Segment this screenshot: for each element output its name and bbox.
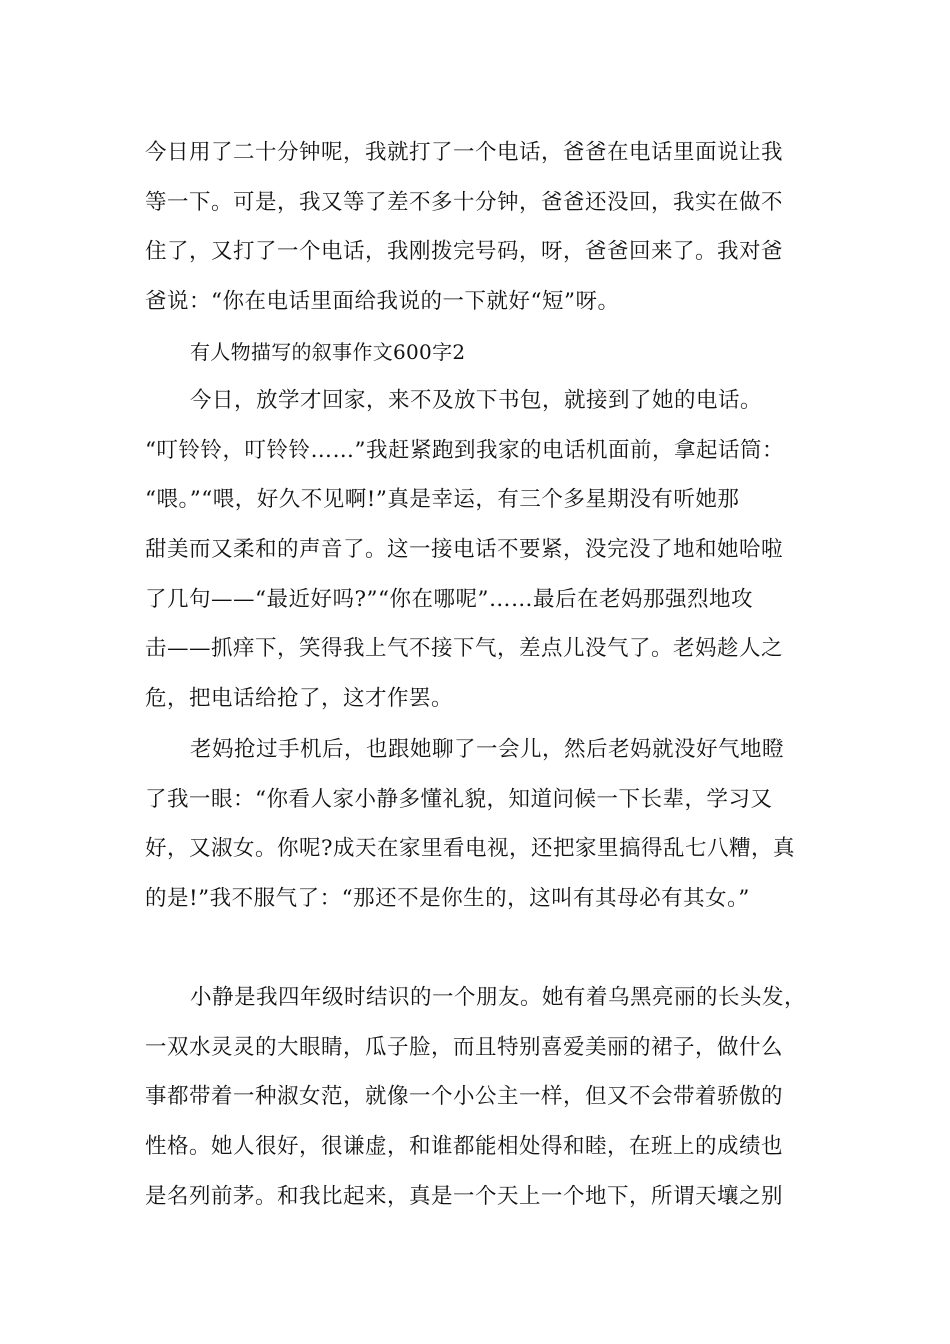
paragraph-4-line-1: 小静是我四年级时结识的一个朋友。她有着乌黑亮丽的长头发，: [190, 985, 807, 1010]
paragraph-4-line-4: 性格。她人很好，很谦虚，和谁都能相处得和睦，在班上的成绩也: [145, 1134, 784, 1159]
paragraph-4-line-2: 一双水灵灵的大眼睛，瓜子脸，而且特别喜爱美丽的裙子，做什么: [145, 1035, 784, 1060]
paragraph-3-line-2: 了我一眼：“你看人家小静多懂礼貌，知道问候一下长辈，学习又: [145, 787, 773, 812]
paragraph-2-line-2: “叮铃铃，叮铃铃……”我赶紧跑到我家的电话机面前，拿起话筒：: [145, 438, 784, 463]
paragraph-2-line-3: “喂。”“喂，好久不见啊!”真是幸运，有三个多星期没有听她那: [145, 487, 740, 512]
paragraph-1-line-1: 今日用了二十分钟呢，我就打了一个电话，爸爸在电话里面说让我: [145, 140, 784, 165]
paragraph-2-line-6: 击——抓痒下，笑得我上气不接下气，差点儿没气了。老妈趁人之: [145, 636, 784, 661]
paragraph-3-line-3: 好，又淑女。你呢?成天在家里看电视，还把家里搞得乱七八糟，真: [145, 836, 796, 861]
paragraph-1-line-3: 住了，又打了一个电话，我刚拨完号码，呀，爸爸回来了。我对爸: [145, 239, 784, 264]
paragraph-3-line-1: 老妈抢过手机后，也跟她聊了一会儿，然后老妈就没好气地瞪: [190, 737, 785, 762]
paragraph-1-line-2: 等一下。可是，我又等了差不多十分钟，爸爸还没回，我实在做不: [145, 190, 784, 215]
paragraph-3-line-4: 的是!”我不服气了：“那还不是你生的，这叫有其母必有其女。”: [145, 886, 750, 911]
paragraph-4-line-3: 事都带着一种淑女范，就像一个小公主一样，但又不会带着骄傲的: [145, 1084, 784, 1109]
paragraph-2-line-5: 了几句——“最近好吗?”“你在哪呢”……最后在老妈那强烈地攻: [145, 587, 753, 612]
paragraph-2-line-1: 今日，放学才回家，来不及放下书包，就接到了她的电话。: [190, 388, 763, 413]
section-heading: 有人物描写的叙事作文600字2: [190, 340, 466, 364]
paragraph-2-line-4: 甜美而又柔和的声音了。这一接电话不要紧，没完没了地和她哈啦: [145, 537, 784, 562]
paragraph-2-line-7: 危，把电话给抢了，这才作罢。: [145, 686, 454, 711]
paragraph-4-line-5: 是名列前茅。和我比起来，真是一个天上一个地下，所谓天壤之别: [145, 1184, 784, 1209]
paragraph-1-line-4: 爸说：“你在电话里面给我说的一下就好“短”呀。: [145, 289, 620, 314]
